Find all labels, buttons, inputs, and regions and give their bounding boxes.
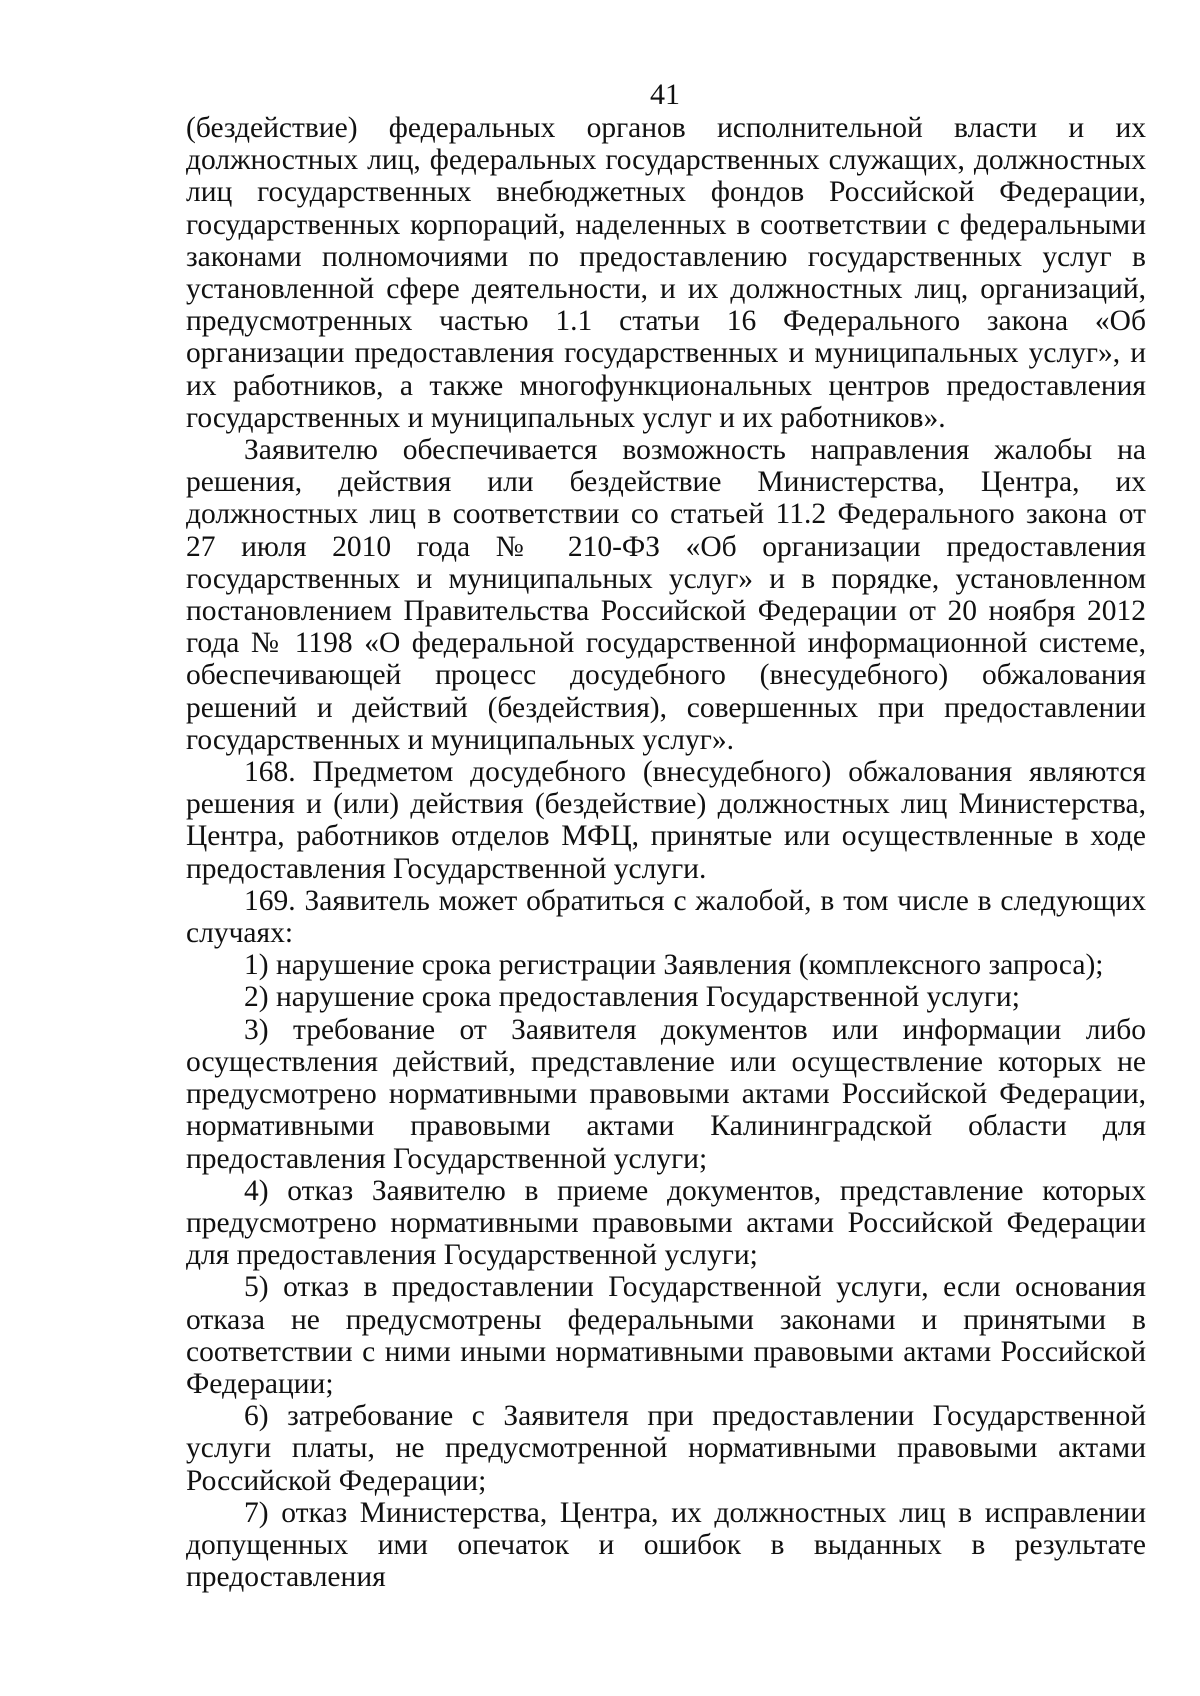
list-item-3: 3) требование от Заявителя документов или информации либо осуществления действий, представление или осуществление которых не предусмотрено нормативными правовыми актами Российской Федерации, нормативными правовыми актами Калининградской области для предоставления Государственной услуги; <box>186 1013 1146 1175</box>
page-number: 41 <box>650 78 680 111</box>
list-item-4: 4) отказ Заявителю в приеме документов, представление которых предусмотрено нормативными правовыми актами Российской Федерации для предоставления Государственной услуги; <box>186 1174 1146 1272</box>
document-body <box>186 112 1146 1593</box>
paragraph-169: 169. Заявитель может обратиться с жалобой, в том числе в следующих случаях: <box>186 884 1146 950</box>
list-item-5: 5) отказ в предоставлении Государственной услуги, если основания отказа не предусмотрены федеральными законами и принятыми в соответствии с ними иными нормативными правовыми актами Российской Федерации; <box>186 1271 1146 1400</box>
paragraph-applicant-complaint: Заявителю обеспечивается возможность направления жалобы на решения, действия или бездействие Министерства, Центра, их должностных лиц в соответствии со статьей 11.2 Федерального закона от 27 июля 2010 года № 210-ФЗ «Об организации предоставления государственных и муниципальных услуг» и в порядке, установленном постановлением Правительства Российской Федерации от 20 ноября 2012 года № 1198 «О федеральной государственной информационной системе, обеспечивающей процесс досудебного (внесудебного) обжалования решений и действий (бездействия), совершенных при предоставлении государственных и муниципальных услуг». <box>186 434 1146 756</box>
paragraph-continuation: (бездействие) федеральных органов исполнительной власти и их должностных лиц, федеральных государственных служащих, должностных лиц государственных внебюджетных фондов Российской Федерации, государственных корпораций, наделенных в соответствии с федеральными законами полномочиями по предоставлению государственных услуг в установленной сфере деятельности, и их должностных лиц, организаций, предусмотренных частью 1.1 статьи 16 Федерального закона «Об организации предоставления государственных и муниципальных услуг», и их работников, а также многофункциональных центров предоставления государственных и муниципальных услуг и их работников». <box>186 112 1146 434</box>
list-item-1: 1) нарушение срока регистрации Заявления (комплексного запроса); <box>244 949 1104 982</box>
list-item-2: 2) нарушение срока предоставления Государственной услуги; <box>244 981 1020 1014</box>
paragraph-168: 168. Предметом досудебного (внесудебного) обжалования являются решения и (или) действия (бездействие) должностных лиц Министерства, Центра, работников отделов МФЦ, принятые или осуществленные в ходе предоставления Государственной услуги. <box>186 756 1146 885</box>
list-item-7: 7) отказ Министерства, Центра, их должностных лиц в исправлении допущенных ими опечаток и ошибок в выданных в результате предоставления <box>186 1496 1146 1594</box>
list-item-6: 6) затребование с Заявителя при предоставлении Государственной услуги платы, не предусмотренной нормативными правовыми актами Российской Федерации; <box>186 1400 1146 1497</box>
